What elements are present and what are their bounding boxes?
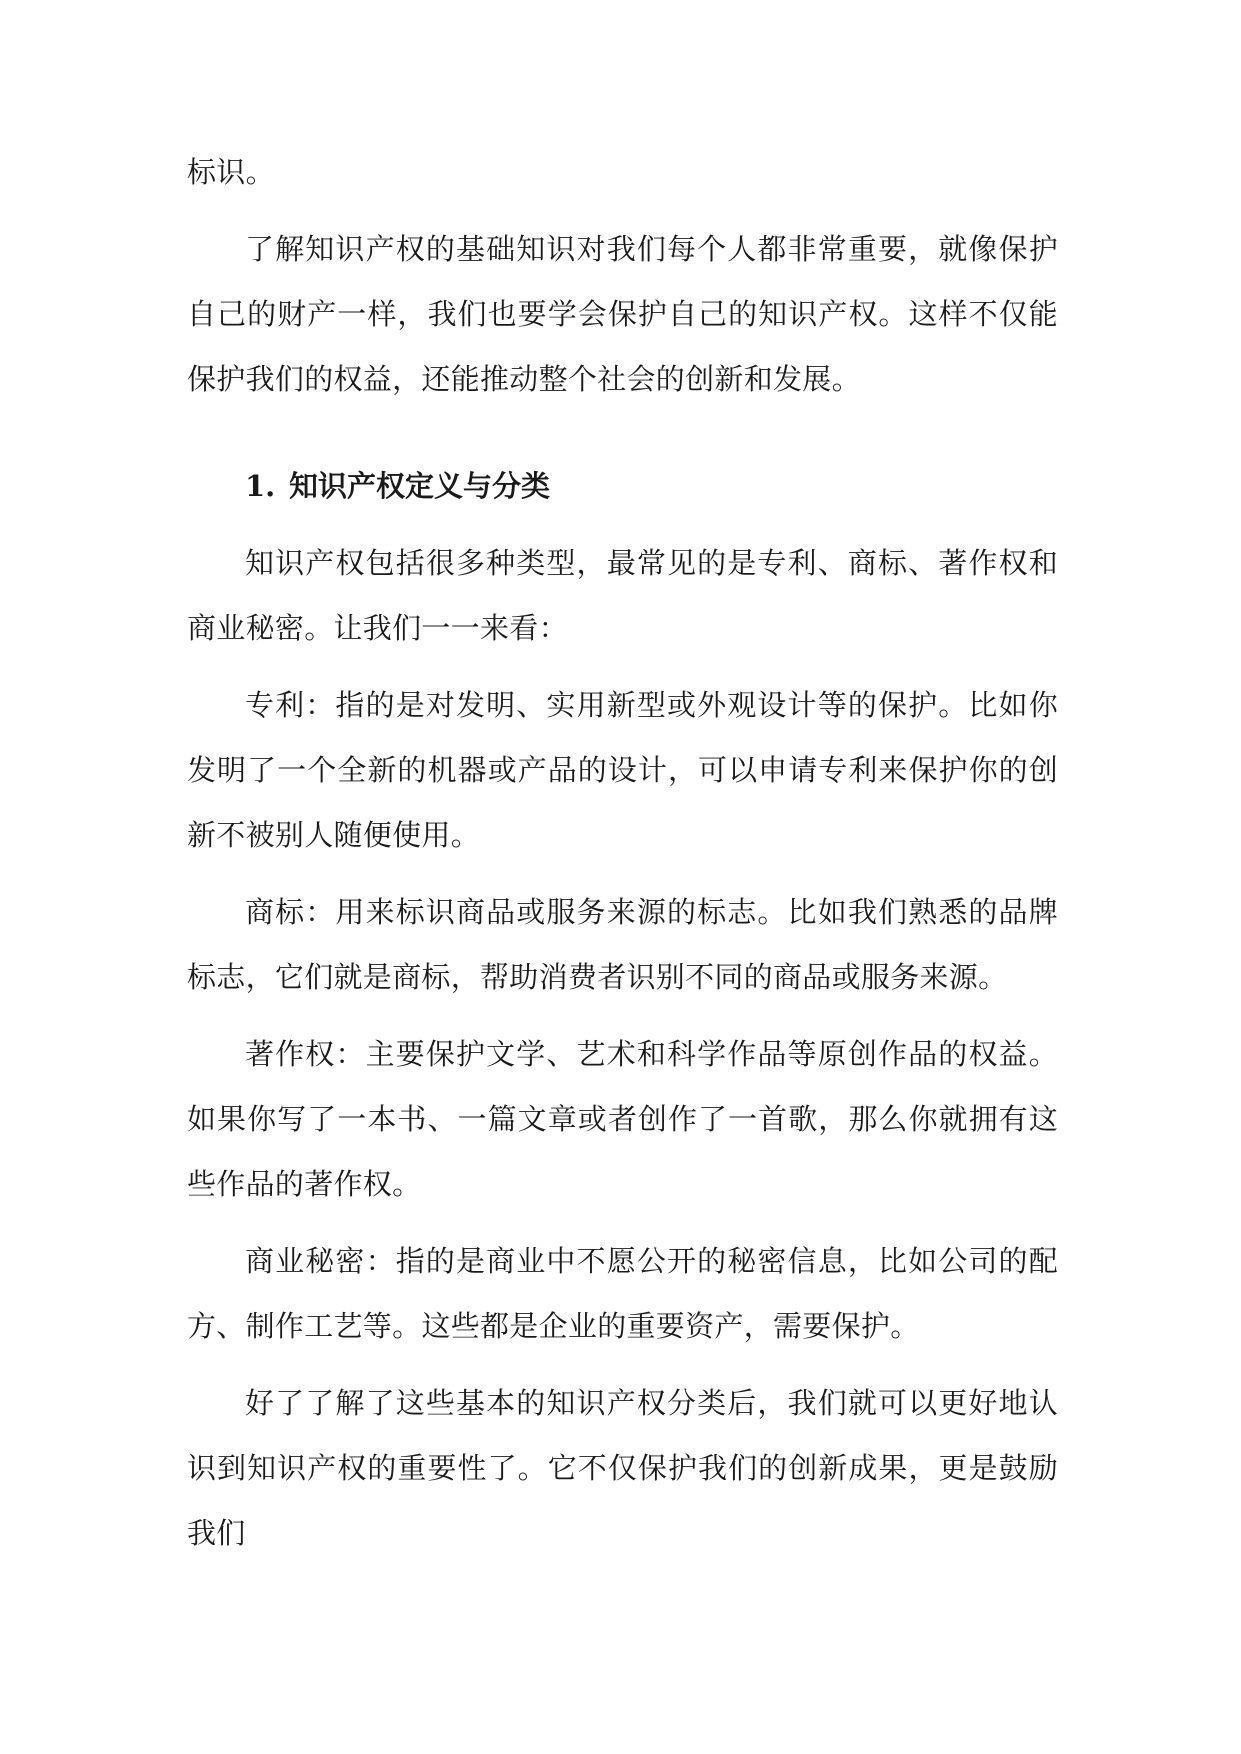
paragraph-patent: 专利：指的是对发明、实用新型或外观设计等的保护。比如你发明了一个全新的机器或产品的设计，可以申请专利来保护你的创新不被别人随便使用。 [187, 688, 1058, 852]
paragraph-conclusion: 好了了解了这些基本的知识产权分类后，我们就可以更好地认识到知识产权的重要性了。它不仅保护我们的创新成果，更是鼓励我们 [187, 1386, 1058, 1550]
paragraph-importance: 了解知识产权的基础知识对我们每个人都非常重要，就像保护自己的财产一样，我们也要学会保护自己的知识产权。这样不仅能保护我们的权益，还能推动整个社会的创新和发展。 [187, 232, 1058, 396]
section-heading [187, 454, 1058, 519]
section-number: 1. [245, 469, 276, 503]
paragraph-trade-secret: 商业秘密：指的是商业中不愿公开的秘密信息，比如公司的配方、制作工艺等。这些都是企业的重要资产，需要保护。 [187, 1244, 1058, 1343]
section-title: 知识产权定义与分类 [289, 469, 551, 503]
document-body [187, 140, 1058, 1566]
paragraph-continuation: 标识。 [187, 155, 275, 189]
paragraph-trademark: 商标：用来标识商品或服务来源的标志。比如我们熟悉的品牌标志，它们就是商标，帮助消费者识别不同的商品或服务来源。 [187, 895, 1058, 994]
paragraph-types-intro: 知识产权包括很多种类型，最常见的是专利、商标、著作权和商业秘密。让我们一一来看： [187, 546, 1058, 645]
paragraph-copyright: 著作权：主要保护文学、艺术和科学作品等原创作品的权益。如果你写了一本书、一篇文章或者创作了一首歌，那么你就拥有这些作品的著作权。 [187, 1037, 1058, 1201]
